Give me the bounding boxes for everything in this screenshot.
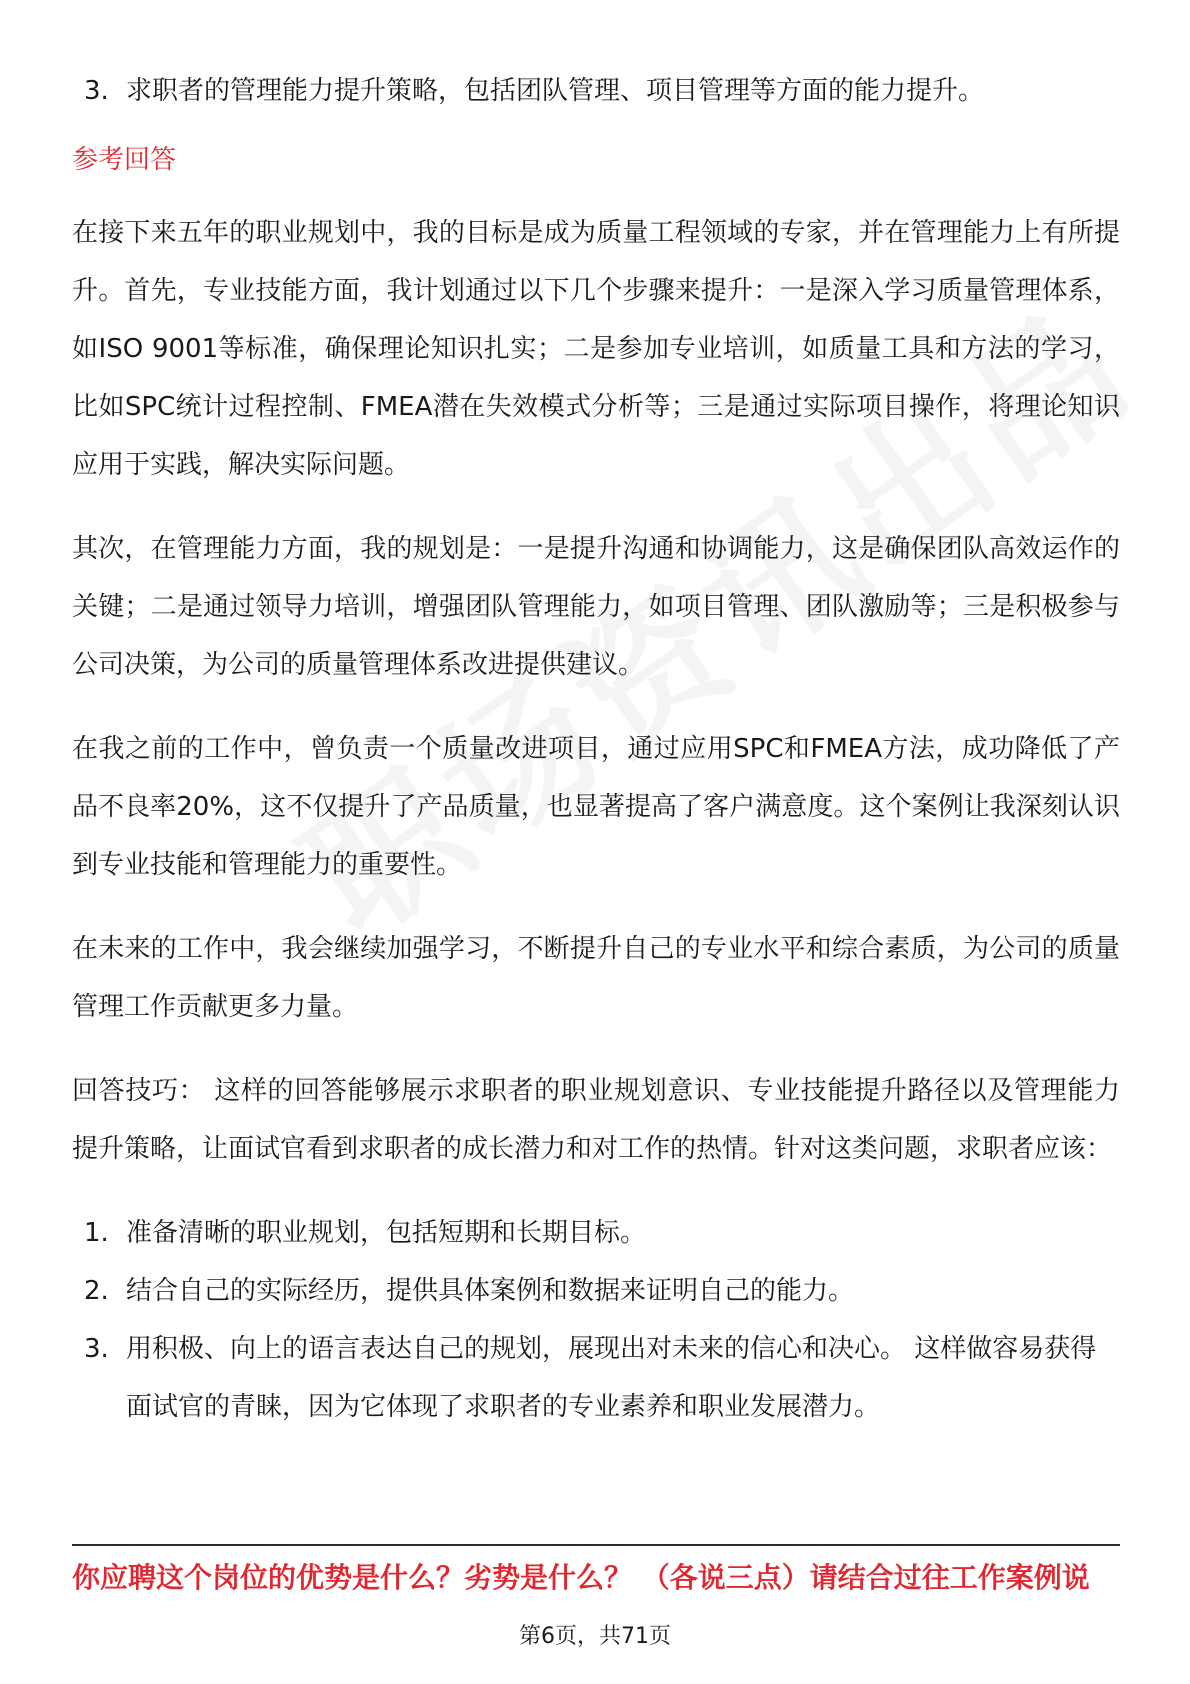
section-divider	[72, 1544, 1120, 1546]
list-number: 2.	[84, 1276, 109, 1306]
page-content	[72, 62, 1120, 1436]
section-heading: 参考回答	[72, 145, 177, 175]
list-number: 1.	[84, 1218, 109, 1248]
answer-paragraph-4: 在未来的工作中，我会继续加强学习，不断提升自己的专业水平和综合素质，为公司的质量管理工作贡献更多力量。	[72, 934, 1120, 1022]
list-text: 求职者的管理能力提升策略，包括团队管理、项目管理等方面的能力提升。	[126, 76, 985, 106]
list-text: 结合自己的实际经历，提供具体案例和数据来证明自己的能力。	[126, 1276, 855, 1306]
list-item	[72, 62, 1120, 120]
answer-paragraph-2: 其次，在管理能力方面，我的规划是：一是提升沟通和协调能力，这是确保团队高效运作的关键；二是通过领导力培训，增强团队管理能力，如项目管理、团队激励等；三是积极参与公司决策，为公司的质量管理体系改进提供建议。	[72, 534, 1120, 680]
list-item	[72, 1204, 1120, 1262]
tips-intro-paragraph: 回答技巧： 这样的回答能够展示求职者的职业规划意识、专业技能提升路径以及管理能力提升策略，让面试官看到求职者的成长潜力和对工作的热情。针对这类问题，求职者应该：	[72, 1076, 1120, 1164]
list-item	[72, 1262, 1120, 1320]
answer-paragraph-3: 在我之前的工作中，曾负责一个质量改进项目，通过应用SPC和FMEA方法，成功降低了产品不良率20%，这不仅提升了产品质量，也显著提高了客户满意度。这个案例让我深刻认识到专业技能和管理能力的重要性。	[72, 734, 1120, 880]
page-footer: 第6页，共71页	[519, 1624, 671, 1649]
list-text: 准备清晰的职业规划，包括短期和长期目标。	[126, 1218, 647, 1248]
list-text: 用积极、向上的语言表达自己的规划，展现出对未来的信心和决心。 这样做容易获得面试官的青睐，因为它体现了求职者的专业素养和职业发展潜力。	[126, 1334, 1097, 1422]
list-number: 3.	[84, 1334, 109, 1364]
answer-paragraph-1: 在接下来五年的职业规划中，我的目标是成为质量工程领域的专家，并在管理能力上有所提升。首先，专业技能方面，我计划通过以下几个步骤来提升：一是深入学习质量管理体系，如ISO 9001等标准，确保理论知识扎实；二是参加专业培训，如质量工具和方法的学习，比如SPC统计过程控制、FMEA潜在失效模式分析等；三是通过实际项目操作，将理论知识应用于实践，解决实际问题。	[72, 218, 1120, 480]
tips-list	[72, 1204, 1120, 1436]
next-question-title: 你应聘这个岗位的优势是什么？劣势是什么？ （各说三点）请结合过往工作案例说	[72, 1561, 1090, 1594]
list-number: 3.	[84, 76, 109, 106]
list-item	[72, 1320, 1120, 1436]
